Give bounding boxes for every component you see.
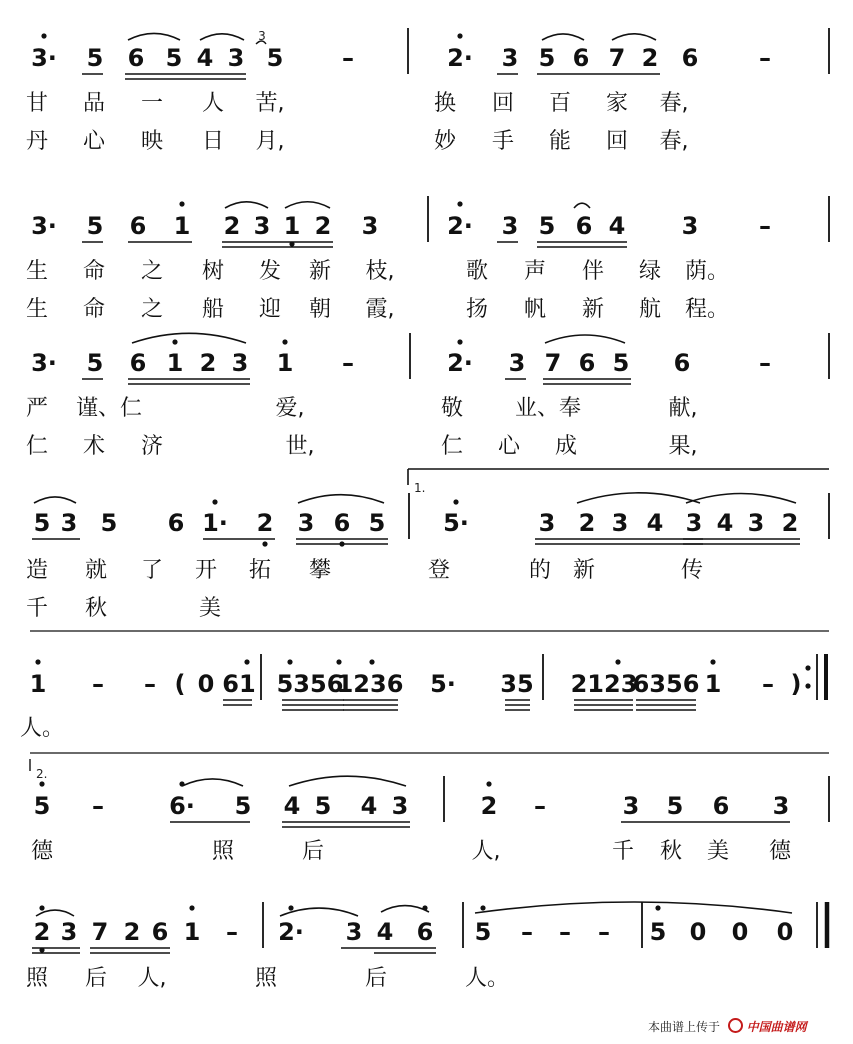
note: 3 [227,44,245,72]
note: 6 [416,918,434,946]
note: – [226,918,238,946]
note: 6 [575,212,593,240]
slur [577,493,700,503]
note: 3 [297,509,315,537]
lyric-char: 苦, [255,91,285,116]
slur [128,33,180,40]
lyric-char: 谨、仁 [75,396,143,421]
note: 6 [673,349,691,377]
lyric-char: 新 [572,558,596,583]
note: 1 [166,349,184,377]
note: 5 [538,44,556,72]
octave-dot [212,499,217,504]
lyric-char: 攀 [308,558,332,583]
note: – [342,349,354,377]
octave-dot [336,659,341,664]
note: 2 [314,212,332,240]
note: – [521,918,533,946]
logo-text: 中国曲谱网 [746,1020,807,1034]
note: – [342,44,354,72]
lyric-char: 严 [25,396,49,421]
note: 2 [33,918,51,946]
note: 1 [283,212,301,240]
lyric-char: 树 [201,259,225,284]
note: 6 [712,792,730,820]
lyric-char: 命 [82,297,106,322]
octave-dot [39,781,44,786]
octave-dot [457,33,462,38]
note: 3 [622,792,640,820]
note: 1 [704,670,722,698]
note: 6 [333,509,351,537]
lyric-char: 日 [201,129,225,154]
note: 2· [447,44,473,72]
octave-dot [288,905,293,910]
lyric-char: 扬 [465,297,489,322]
octave-dot [244,659,249,664]
note: 2· [278,918,304,946]
note: 1236 [336,670,404,698]
lyric-char: 献, [668,396,698,421]
note: 2· [447,349,473,377]
note: 2123 [570,670,638,698]
lyric-char: 仁 [25,434,49,459]
note: 4 [646,509,664,537]
note: – [534,792,546,820]
note: – [144,670,156,698]
note: 3· [31,44,57,72]
lyric-char: 秋 [84,596,108,621]
note: – [559,918,571,946]
note: 3 [231,349,249,377]
lyric-char: 后 [84,966,108,991]
note: 5 [538,212,556,240]
lyric-char: 后 [364,966,388,991]
lyric-char: 映 [140,129,164,154]
octave-dot [287,659,292,664]
lyric-char: 开 [194,558,218,583]
octave-dot [486,781,491,786]
logo-icon [728,1018,743,1033]
note: 6 [681,44,699,72]
note: 4 [196,44,214,72]
lyric-char: 了 [140,558,164,583]
lyric-char: 登 [427,558,451,583]
note: 2 [480,792,498,820]
note: 2 [781,509,799,537]
note: 5 [86,349,104,377]
lyric-char: 甘 [25,91,49,116]
note: – [759,212,771,240]
note: 4 [716,509,734,537]
lyric-char: 成 [554,434,578,459]
octave-dot [172,339,177,344]
lyric-char: 传 [680,558,704,583]
lyric-char: 绿 [638,259,662,284]
note: 3 [253,212,271,240]
lyric-char: 世, [285,434,315,459]
lyric-char: 人。 [464,966,510,991]
lyric-char: 一 [140,91,164,116]
lyric-char: 家 [605,91,629,116]
note: 5 [165,44,183,72]
lyric-char: 丹 [25,129,49,154]
note: 0 [731,918,749,946]
note: 6 [129,212,147,240]
note: 3· [31,349,57,377]
slur [686,494,796,504]
note: 5 [33,509,51,537]
note: 3 [501,44,519,72]
lyric-char: 发 [258,259,282,284]
note: 3· [31,212,57,240]
octave-dot [457,201,462,206]
octave-dot [179,781,184,786]
octave-dot [480,905,485,910]
note: 3 [772,792,790,820]
lyric-char: 帆 [523,297,547,322]
lyric-char: 造 [25,558,49,583]
slur [285,202,330,208]
note: 5 [612,349,630,377]
note: 6 [127,44,145,72]
note: 5356 [276,670,344,698]
lyric-char: 美 [706,839,730,864]
lyric-char: 声 [523,259,547,284]
note: 35 [500,670,534,698]
note: 6 [578,349,596,377]
octave-dot [179,201,184,206]
octave-dot [339,541,344,546]
note: 2 [641,44,659,72]
note: 3 [60,509,78,537]
note: 2 [256,509,274,537]
note: 3 [60,918,78,946]
lyric-char: 果, [668,434,698,459]
lyric-char: 心 [82,129,106,154]
lyric-char: 春, [659,129,689,154]
slur [612,34,656,40]
note: 61 [222,670,256,698]
lyric-char: 伴 [581,259,605,284]
note: 3 [681,212,699,240]
volta-label: 1. [414,481,426,495]
note: 1 [29,670,47,698]
note: 3 [538,509,556,537]
octave-dot [282,339,287,344]
note: 4 [283,792,301,820]
note: 4 [608,212,626,240]
octave-dot [369,659,374,664]
octave-dot [262,541,267,546]
note: 3 [501,212,519,240]
lyric-char: 百 [548,91,572,116]
note: 5 [100,509,118,537]
octave-dot [39,905,44,910]
note: 1 [276,349,294,377]
lyric-char: 德 [768,839,792,864]
slur [542,34,584,40]
note: 5 [234,792,252,820]
lyric-char: 人, [471,839,501,864]
lyric-char: 千 [611,839,635,864]
slur [34,497,76,503]
lyric-char: 荫。 [684,259,730,284]
note: 7 [91,918,109,946]
octave-dot [35,659,40,664]
lyric-char: 生 [25,259,49,284]
slur [182,779,243,786]
lyric-char: 秋 [659,839,683,864]
octave-dot [453,499,458,504]
slur [545,335,625,343]
lyric-char: 德 [30,839,54,864]
lyric-char: 朝 [308,297,332,322]
footer [648,1018,848,1038]
note: 6· [169,792,195,820]
lyric-char: 的 [528,558,552,583]
grace-note: 3 [258,29,266,43]
note: 1 [173,212,191,240]
note: 5· [443,509,469,537]
note: 2 [123,918,141,946]
slur [475,902,792,913]
note: 7 [544,349,562,377]
lyric-char: 就 [84,558,108,583]
note: 3 [391,792,409,820]
note: 7 [608,44,626,72]
lyric-char: 术 [82,434,106,459]
volta-label: 2. [36,767,48,781]
note: 2 [223,212,241,240]
note: 5 [666,792,684,820]
note: 3 [345,918,363,946]
slur [289,776,406,786]
note: 5 [86,44,104,72]
lyric-char: 迎 [258,297,282,322]
note: 1· [202,509,228,537]
lyric-char: 美 [198,596,222,621]
lyric-char: 换 [433,91,457,116]
slur [381,906,429,912]
octave-dot [189,905,194,910]
lyric-char: 生 [25,297,49,322]
note: 6 [572,44,590,72]
lyric-char: 航 [638,297,662,322]
note: 3 [508,349,526,377]
note: 6356 [632,670,700,698]
lyric-char: 手 [491,129,515,154]
lyric-char: 千 [25,596,49,621]
note: ( [174,670,186,698]
note: 2 [578,509,596,537]
slur [200,34,244,40]
note: 0 [689,918,707,946]
note: 6 [151,918,169,946]
lyric-char: 新 [581,297,605,322]
note: 3 [611,509,629,537]
note: 2· [447,212,473,240]
lyric-char: 拓 [248,558,272,583]
note: 3 [685,509,703,537]
lyric-char: 照 [211,839,235,864]
lyric-char: 回 [491,91,515,116]
note: – [759,44,771,72]
octave-dot [41,33,46,38]
note: 1 [183,918,201,946]
lyric-char: 程。 [684,297,730,322]
octave-dot [710,659,715,664]
footer-caption: 本曲谱上传于 [648,1020,721,1034]
lyric-char: 妙 [433,129,457,154]
octave-dot [655,905,660,910]
site-logo [728,1018,807,1035]
lyric-char: 回 [605,129,629,154]
lyric-char: 仁 [440,434,464,459]
lyric-char: 人。 [19,716,65,741]
lyric-char: 能 [548,129,572,154]
lyric-char: 人 [201,91,225,116]
slur [36,910,74,916]
lyric-char: 后 [301,839,325,864]
note: 0 [776,918,794,946]
lyric-char: 敬 [440,396,464,421]
octave-dot [615,659,620,664]
note: 4 [360,792,378,820]
lyric-char: 心 [497,434,521,459]
note: ) [790,670,802,698]
lyric-char: 月, [255,129,285,154]
lyric-char: 爱, [275,396,305,421]
note: – [92,792,104,820]
note: 6 [129,349,147,377]
octave-dot [39,947,44,952]
lyric-char: 歌 [465,259,489,284]
octave-dot [422,905,427,910]
note: 5 [266,44,284,72]
note: – [759,349,771,377]
note: 4 [376,918,394,946]
lyric-char: 命 [82,259,106,284]
lyric-char: 枝, [365,259,395,284]
note: 5· [430,670,456,698]
lyric-char: 业、奉 [514,396,582,421]
octave-dot [289,241,294,246]
lyric-char: 人, [137,966,167,991]
lyric-char: 品 [82,91,106,116]
note: 3 [747,509,765,537]
note: 5 [474,918,492,946]
note: – [762,670,774,698]
slur [132,333,246,343]
lyric-char: 霞, [365,297,395,322]
note: 6 [167,509,185,537]
octave-dot [805,665,810,670]
lyric-char: 之 [140,259,164,284]
slur [225,202,268,208]
lyric-char: 春, [659,91,689,116]
lyric-char: 船 [201,297,225,322]
note: 0 [197,670,215,698]
lyric-char: 照 [254,966,278,991]
note: 5 [86,212,104,240]
lyric-char: 济 [140,434,164,459]
lyric-char: 新 [308,259,332,284]
slur [298,495,384,503]
slur [574,203,590,208]
octave-dot [457,339,462,344]
octave-dot [805,683,810,688]
note: 5 [649,918,667,946]
note: 5 [368,509,386,537]
note: 3 [361,212,379,240]
note: 2 [199,349,217,377]
note: 5 [33,792,51,820]
note: – [92,670,104,698]
note: – [598,918,610,946]
note: 5 [314,792,332,820]
lyric-char: 照 [25,966,49,991]
lyric-char: 之 [140,297,164,322]
